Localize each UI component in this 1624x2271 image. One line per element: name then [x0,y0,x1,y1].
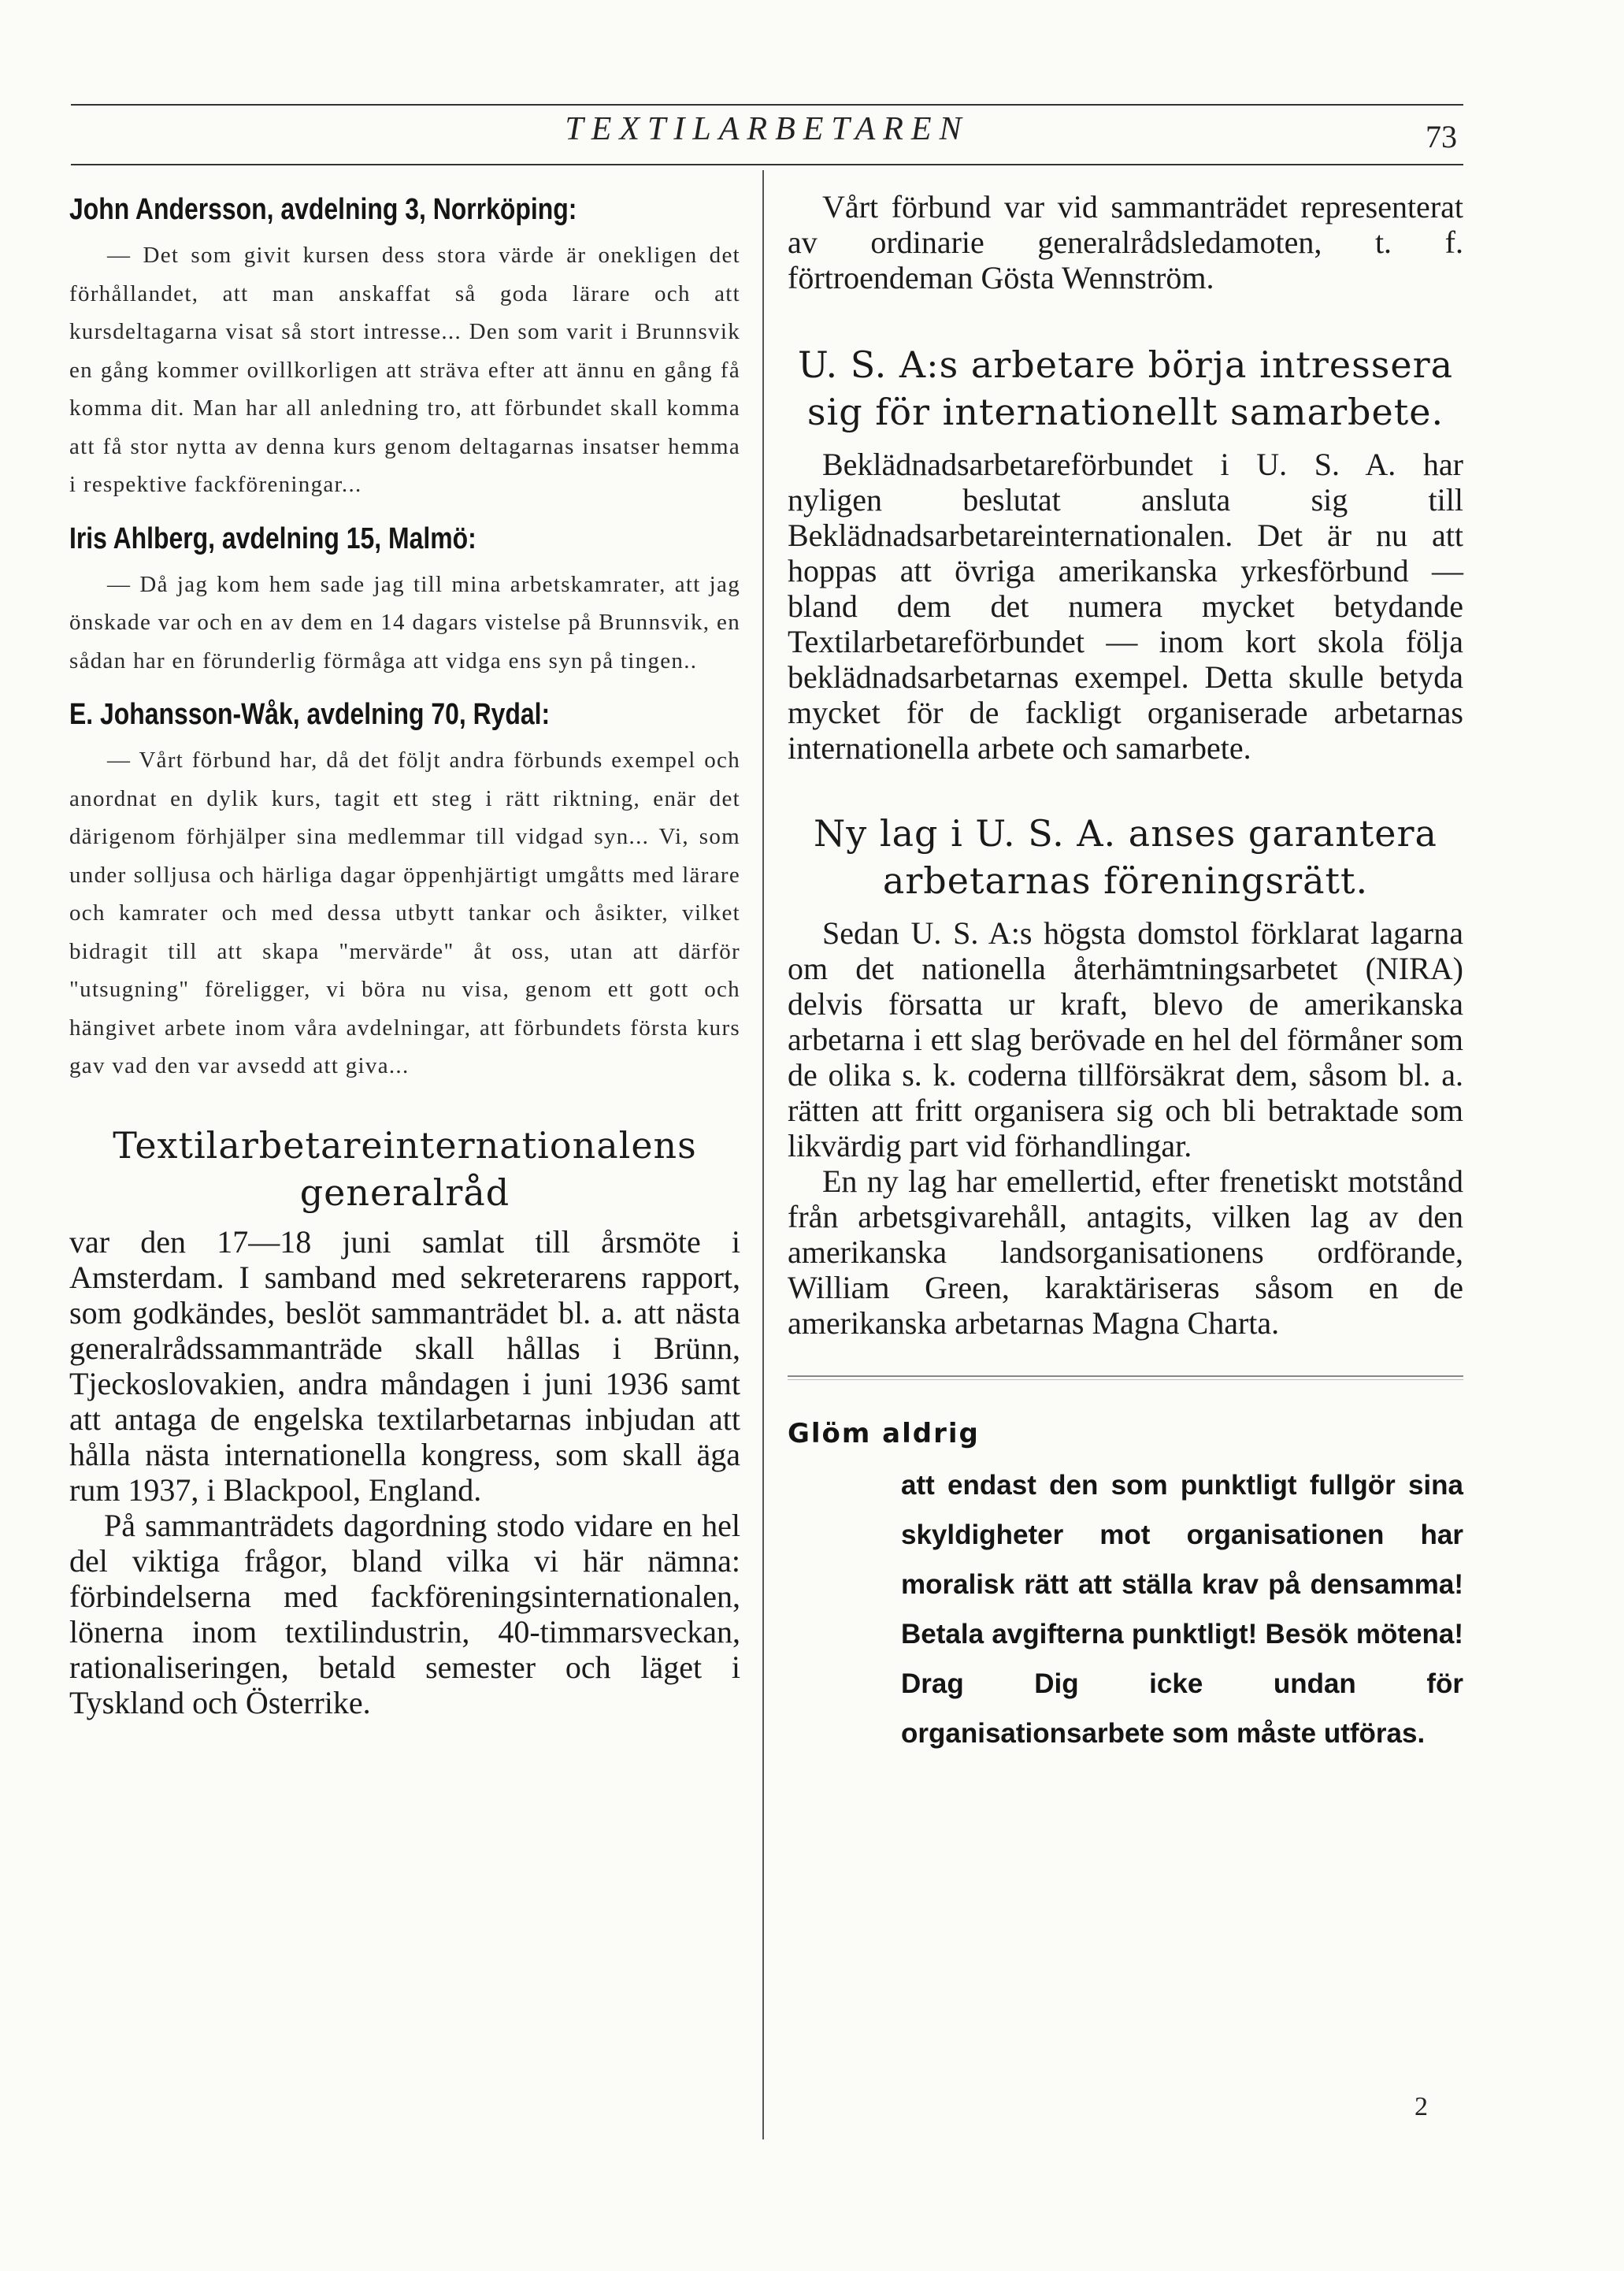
spacer [788,904,1463,915]
spacer [788,295,1463,341]
page-number: 73 [1426,119,1457,154]
article-paragraph: På sammanträdets dagordning stodo vidare en hel del viktiga frågor, bland vilka vi här nämna: förbindelserna med fackföreningsinternationalen, lönerna inom textilindustrin, 40-timmarsveckan, rationaliseringen, betald semester och läget i Tyskland och Österrike. [69,1507,740,1720]
speaker-name: Iris Ahlberg, avdelning 15, Malmö: [69,521,476,555]
spacer [788,766,1463,810]
article-heading-line: generalråd [299,1171,510,1214]
section-separator [788,1375,1463,1380]
article-paragraph: var den 17—18 juni samlat till årsmöte i Amsterdam. I samband med sekreterarens rapport, som godkändes, beslöt sammanträdet bl. a. att nästa generalrådssammanträde skall hållas i Brünn, Tjeckoslovakien, andra måndagen i juni 1936 samt att antaga de engelska textilarbetarnas inbjudan att hålla nästa internationella kongress, som skall äga rum 1937, i Blackpool, England. [69,1223,740,1508]
article-heading-line: arbetarnas föreningsrätt. [882,859,1369,902]
speaker-quote: — Vårt förbund har, då det följt andra förbunds exempel och anordnat en dylik kurs, tagit ett steg i rätt riktning, enär det därigenom förhjälper sina medlemmar till vidgad syn... Vi, som under solljusa och härliga dagar öppenhjärtigt umgåtts med lärare och kamrater och med dessa utbytt tankar och åsikter, vilket bidragit till att skapa "mervärde" åt oss, utan att därför "utsugning" föreligger, vi böra nu visa, genom ett gott och hängivet arbete inom våra avdelningar, att förbundets första kurs gav vad den var avsedd att giva... [69,748,740,1078]
intro-paragraph: Vårt förbund var vid sammanträdet representerat av ordinarie generalrådsledamoten, t. f. förtroendeman Gösta Wennström. [788,189,1463,295]
spacer [788,436,1463,447]
speaker-name: John Andersson, avdelning 3, Norrköping: [69,193,577,226]
footer-page-marker: 2 [1415,2092,1428,2121]
journal-title: TEXTILARBETAREN [565,111,970,147]
note-title: Glöm aldrig [788,1418,980,1449]
note-body: att endast den som punktligt fullgör sina skyldigheter mot organisationen har moralisk rätt att ställa krav på densamma! Betala avgifterna punktligt! Besök mötena! Drag Dig icke undan för organisationsarbete som måste utföras. [901,1470,1463,1749]
article-heading-line: U. S. A:s arbetare börja intressera [797,343,1453,386]
article-heading [788,810,1463,904]
running-header [71,104,1463,165]
article-paragraph: En ny lag har emellertid, efter frenetiskt motstånd från arbetsgivarehåll, antagits, vilken lag av den amerikanska landsorganisationens ordförande, William Green, karaktäriseras såsom en de amerikanska arbetarnas Magna Charta. [788,1163,1463,1341]
right-column [788,189,1463,1758]
spacer [69,1216,740,1224]
speaker-quote: — Då jag kom hem sade jag till mina arbetskamrater, att jag önskade var och en av dem en 14 dagars vistelse på Brunnsvik, en sådan har en förunderlig förmåga att vidga ens syn på tingen.. [69,571,740,674]
article-heading-line: Ny lag i U. S. A. anses garantera [814,812,1437,855]
article-paragraph: Beklädnadsarbetareförbundet i U. S. A. har nyligen beslutat ansluta sig till Beklädnadsarbetareinternationalen. Det är nu att hoppas att övriga amerikanska yrkesförbund — bland dem det numera mycket betydande Textilarbetareförbundet — inom kort skola följa beklädnadsarbetarnas exempel. Detta skulle betyda mycket för de fackligt organiserade arbetarnas internationella arbete och samarbete. [788,447,1463,766]
article-heading-line: Textilarbetareinternationalens [113,1123,697,1167]
article-heading-line: sig för internationellt samarbete. [806,391,1444,433]
spacer [69,1085,740,1122]
article-heading [788,341,1463,436]
column-divider [762,170,764,2139]
article-paragraph: Sedan U. S. A:s högsta domstol förklarat lagarna om det nationella återhämtningsarbetet (NIRA) delvis försatta ur kraft, blevo de amerikanska arbetarna i ett slag berövade en hel del förmåner som de olika s. k. coderna tillförsäkrat dem, såsom bl. a. rätten att fritt organisera sig och bli betraktade som likvärdig part vid förhandlingar. [788,915,1463,1163]
left-column [69,189,740,1720]
speaker-name: E. Johansson-Wåk, avdelning 70, Rydal: [69,698,551,731]
speaker-quote: — Det som givit kursen dess stora värde är onekligen det förhållandet, att man anskaffat så goda lärare och att kursdeltagarna visat så stort intresse... Den som varit i Brunnsvik en gång kommer ovillkorligen att sträva efter att ännu en gång få komma dit. Man har all anledning tro, att förbundet skall komma att få stor nytta av denna kurs genom deltagarnas insatser hemma i respektive fackföreningar... [69,243,740,497]
article-heading [69,1122,740,1216]
